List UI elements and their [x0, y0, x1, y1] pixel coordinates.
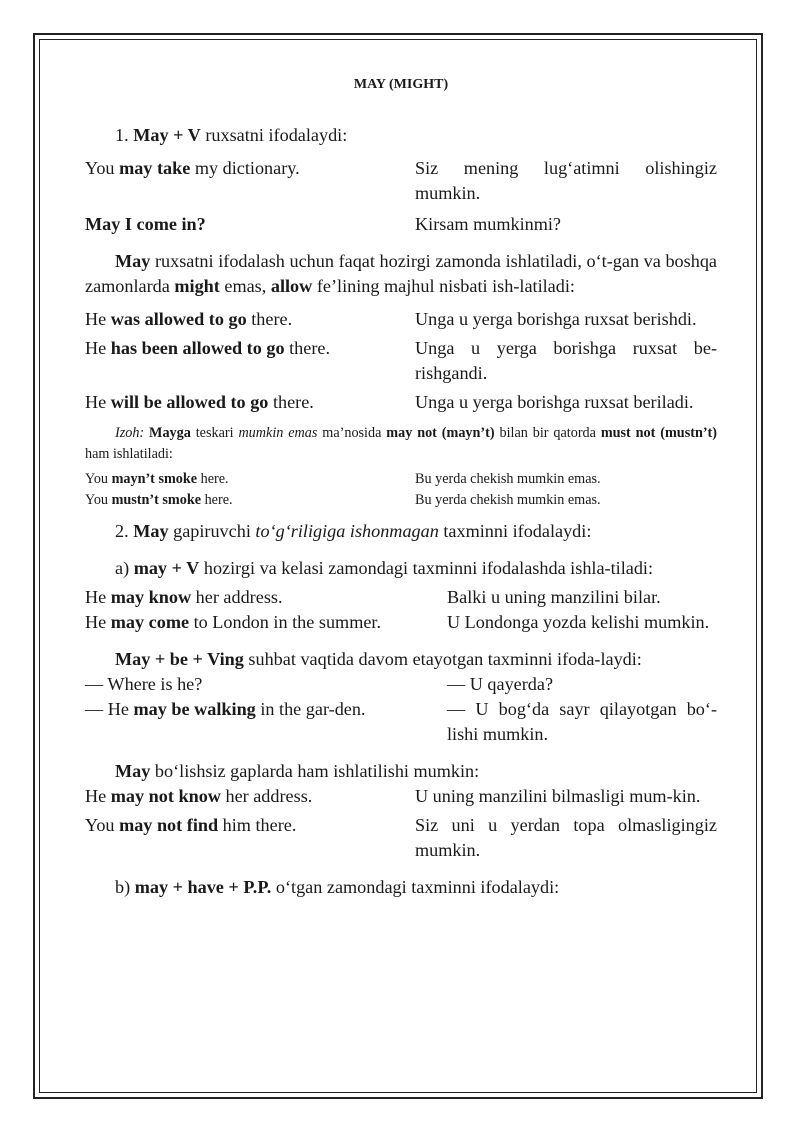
example-row — [85, 585, 717, 610]
example-row — [85, 490, 717, 511]
paragraph: May + be + Ving suhbat vaqtida davom etayotgan taxminni ifoda-laydi: — [115, 649, 642, 669]
uzbek-translation: — U qayerda? — [447, 674, 554, 694]
example-row — [85, 212, 717, 237]
english-example: He was allowed to go there. — [85, 309, 293, 329]
note-block — [85, 423, 717, 511]
section-2-heading: 2. May gapiruvchi to‘g‘riligiga ishonmagan taxminni ifodalaydi: — [115, 521, 592, 541]
english-example: He may know her address. — [85, 587, 283, 607]
page-title: MAY (MIGHT) — [353, 77, 449, 92]
english-example: You may take my dictionary. — [85, 158, 300, 178]
page-content — [85, 60, 717, 900]
english-example: — He may be walking in the gar-den. — [85, 699, 366, 719]
english-example: You mayn’t smoke here. — [85, 471, 229, 487]
subsection-a: a) may + V hozirgi va kelasi zamondagi taxminni ifodalashda ishla-tiladi: — [115, 558, 654, 578]
example-row — [85, 307, 717, 332]
example-row — [85, 610, 717, 635]
uzbek-translation: Siz uni u yerdan topa olmasligingiz mumkin. — [415, 815, 717, 860]
paragraph: May bo‘lishsiz gaplarda ham ishlatilishi mumkin: — [115, 761, 480, 781]
uzbek-translation: Unga u yerga borishga ruxsat berishdi. — [415, 309, 697, 329]
example-row — [85, 390, 717, 415]
uzbek-translation: U Londonga yozda kelishi mumkin. — [447, 612, 710, 632]
english-example: May I come in? — [85, 214, 206, 234]
english-example: He may not know her address. — [85, 786, 313, 806]
uzbek-translation: Bu yerda chekish mumkin emas. — [415, 492, 601, 508]
example-row — [85, 813, 717, 863]
uzbek-translation: U uning manzilini bilmasligi mum-kin. — [415, 786, 701, 806]
uzbek-translation: Bu yerda chekish mumkin emas. — [415, 471, 601, 487]
example-row — [85, 672, 717, 697]
section-1-heading: 1. May + V ruxsatni ifodalaydi: — [115, 125, 348, 145]
example-row — [85, 784, 717, 809]
english-example: He may come to London in the summer. — [85, 612, 382, 632]
english-example: You mustn’t smoke here. — [85, 492, 233, 508]
english-example: He will be allowed to go there. — [85, 392, 314, 412]
english-example: You may not find him there. — [85, 815, 297, 835]
uzbek-translation: Kirsam mumkinmi? — [415, 214, 561, 234]
note-text: Izoh: Mayga teskari mumkin emas ma’nosida may not (mayn’t) bilan bir qatorda must not (mustn’t) ham ishlatiladi: — [85, 425, 718, 462]
uzbek-translation: Unga u yerga borishga ruxsat beriladi. — [415, 392, 694, 412]
example-row — [85, 156, 717, 206]
english-example: He has been allowed to go there. — [85, 338, 331, 358]
subsection-b: b) may + have + P.P. o‘tgan zamondagi taxminni ifodalaydi: — [115, 877, 560, 897]
example-row — [85, 697, 717, 747]
uzbek-translation: — U bog‘da sayr qilayotgan bo‘-lishi mumkin. — [447, 699, 717, 744]
uzbek-translation: Balki u uning manzilini bilar. — [447, 587, 661, 607]
example-row — [85, 469, 717, 490]
example-row — [85, 336, 717, 386]
paragraph: May ruxsatni ifodalash uchun faqat hozirgi zamonda ishlatiladi, o‘t-gan va boshqa zamonlarda might emas, allow fe’lining majhul nisbati ish-latiladi: — [85, 251, 717, 296]
uzbek-translation: Unga u yerga borishga ruxsat be-rishgandi. — [415, 338, 717, 383]
uzbek-translation: Siz mening lug‘atimni olishingiz mumkin. — [415, 158, 717, 203]
english-example: — Where is he? — [85, 674, 203, 694]
